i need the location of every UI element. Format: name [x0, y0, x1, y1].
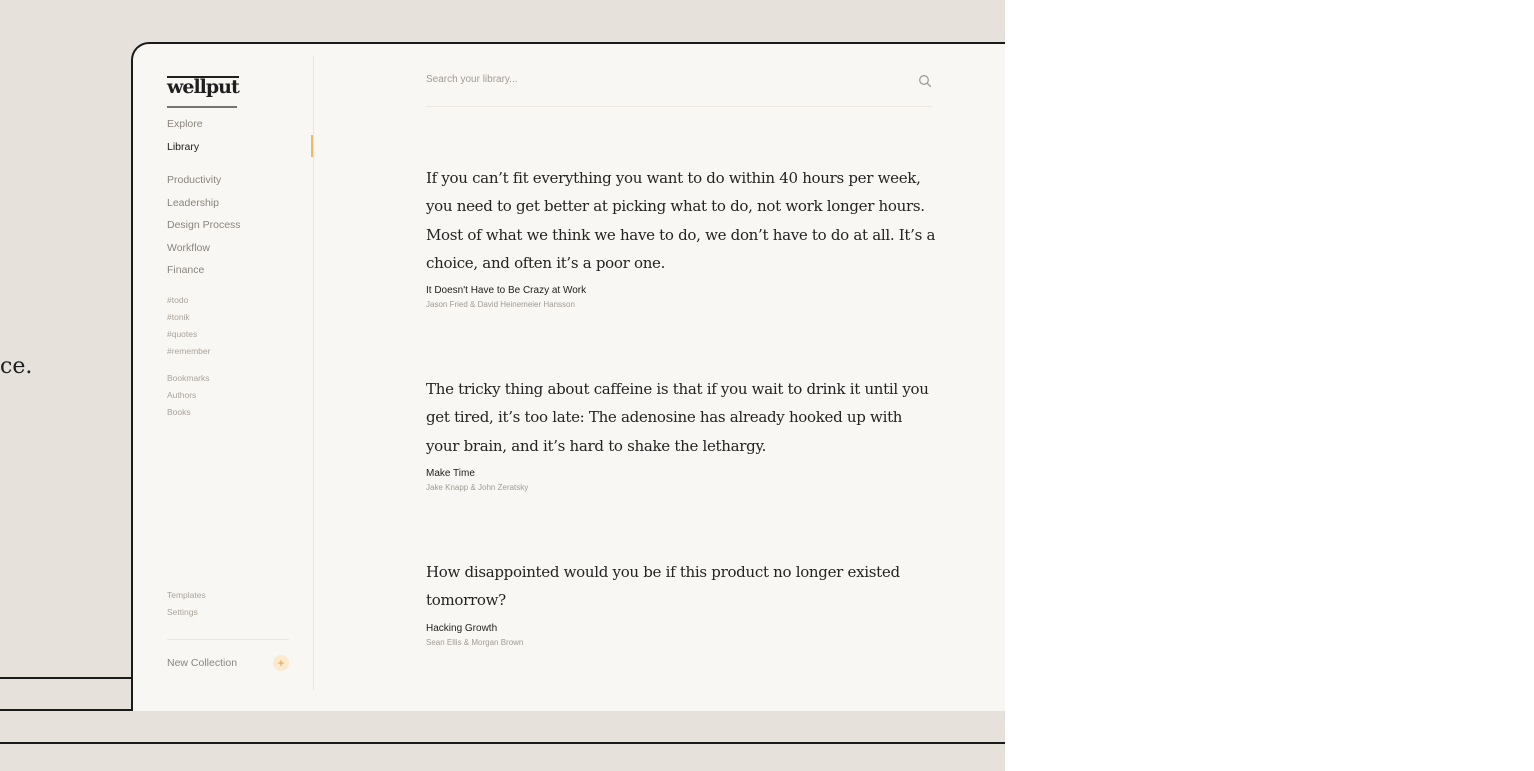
new-collection-button[interactable] — [167, 654, 289, 672]
collection-item-productivity[interactable]: Productivity — [167, 174, 222, 186]
collection-item-leadership[interactable]: Leadership — [167, 196, 219, 209]
quote-book-title[interactable]: Hacking Growth — [426, 622, 498, 634]
device-edge-line — [0, 677, 134, 679]
tag-item-remember[interactable]: #remember — [167, 346, 211, 356]
collection-item-design-process[interactable]: Design Process — [167, 219, 241, 231]
nav-item-library[interactable]: Library — [167, 140, 200, 153]
app-window — [131, 42, 1005, 711]
search-icon[interactable] — [918, 74, 932, 88]
tag-item-tonik[interactable]: #tonik — [167, 312, 190, 322]
quote-text: If you can’t fit everything you want to do within 40 hours per week, you need to get better at picking what to do, not work longer hours. Most of what we think we have to do, we don’t have to do at all. It’s a choice, and often it’s a poor one. — [426, 169, 936, 272]
templates-link[interactable]: Templates — [167, 590, 206, 600]
active-nav-indicator — [311, 135, 313, 157]
tags-nav — [167, 292, 210, 360]
quote-text: The tricky thing about caffeine is that if you wait to drink it until you get tired, it’s too late: The adenosine has already hooked up with your brain, and it’s hard to shake the lethargy. — [426, 380, 929, 455]
search-bar — [426, 70, 932, 107]
collection-item-finance[interactable]: Finance — [167, 264, 205, 276]
quote-card[interactable] — [426, 164, 936, 309]
app-logo[interactable]: wellput — [167, 76, 239, 98]
search-input[interactable] — [426, 74, 886, 85]
collection-item-workflow[interactable]: Workflow — [167, 241, 210, 254]
collections-nav — [167, 169, 241, 282]
section-item-bookmarks[interactable]: Bookmarks — [167, 373, 210, 383]
plus-icon[interactable]: + — [273, 655, 289, 671]
primary-nav — [167, 113, 203, 158]
quote-text: How disappointed would you be if this product no longer existed tomorrow? — [426, 563, 900, 610]
quote-authors[interactable]: Jason Fried & David Heinemeier Hansson — [426, 300, 575, 310]
quote-book-title[interactable]: It Doesn't Have to Be Crazy at Work — [426, 285, 587, 297]
device-base-line-bottom — [0, 742, 1005, 744]
logo-underline — [167, 106, 237, 108]
utility-nav — [167, 587, 206, 621]
sidebar-divider — [167, 639, 289, 640]
tag-item-todo[interactable]: #todo — [167, 295, 189, 305]
quote-card[interactable] — [426, 558, 936, 647]
section-item-books[interactable]: Books — [167, 407, 191, 417]
quote-card[interactable] — [426, 375, 936, 492]
nav-item-explore[interactable]: Explore — [167, 118, 203, 130]
quote-authors[interactable]: Sean Ellis & Morgan Brown — [426, 637, 524, 647]
tag-item-quotes[interactable]: #quotes — [167, 329, 198, 339]
new-collection-label: New Collection — [167, 657, 238, 669]
sections-nav — [167, 370, 210, 421]
section-item-authors[interactable]: Authors — [167, 390, 197, 400]
sidebar — [133, 56, 314, 690]
background-text: ce. — [0, 354, 33, 379]
settings-link[interactable]: Settings — [167, 607, 198, 617]
quote-book-title[interactable]: Make Time — [426, 467, 475, 479]
quote-authors[interactable]: Jake Knapp & John Zeratsky — [426, 482, 529, 492]
